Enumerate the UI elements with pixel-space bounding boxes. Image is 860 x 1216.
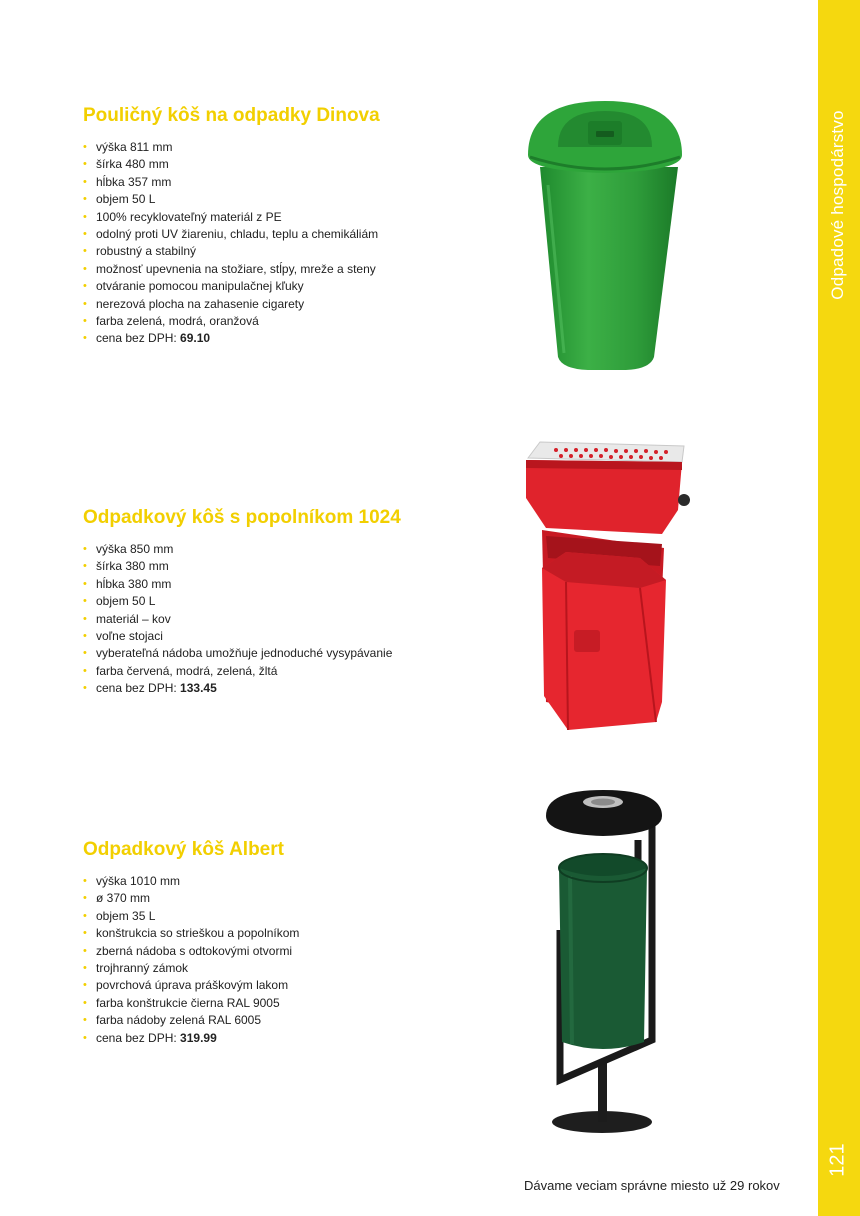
spec-item: • výška 1010 mm bbox=[83, 873, 483, 890]
spec-item: • vyberateľná nádoba umožňuje jednoduché vysypávanie bbox=[83, 645, 483, 662]
product-title: Odpadkový kôš Albert bbox=[83, 839, 284, 860]
spec-list bbox=[83, 873, 483, 1047]
spec-item: • hĺbka 357 mm bbox=[83, 174, 483, 191]
product-albert bbox=[83, 839, 483, 1047]
footer-slogan: Dávame veciam správne miesto už 29 rokov bbox=[524, 1178, 780, 1193]
spec-item: • nerezová plocha na zahasenie cigarety bbox=[83, 296, 483, 313]
albert-bin-image bbox=[540, 780, 672, 1140]
product-1024 bbox=[83, 507, 483, 698]
price-label: cena bez DPH: bbox=[96, 331, 181, 346]
red-bin-with-ashtray-image bbox=[516, 440, 694, 740]
spec-item: • povrchová úprava práškovým lakom bbox=[83, 977, 483, 994]
section-title: Odpadové hospodárstvo bbox=[828, 110, 847, 300]
spec-item: • farba zelená, modrá, oranžová bbox=[83, 313, 483, 330]
spec-item: • objem 50 L bbox=[83, 191, 483, 208]
price-value: 69.10 bbox=[180, 331, 211, 346]
price-value: 319.99 bbox=[180, 1030, 217, 1045]
page-number: 121 bbox=[826, 1143, 849, 1177]
spec-item: • zberná nádoba s odtokovými otvormi bbox=[83, 943, 483, 960]
spec-item: • ø 370 mm bbox=[83, 890, 483, 907]
spec-item: • výška 811 mm bbox=[83, 139, 483, 156]
spec-item: • objem 35 L bbox=[83, 908, 483, 925]
price-value: 133.45 bbox=[180, 681, 217, 696]
price-item bbox=[83, 330, 483, 347]
spec-item: • možnosť upevnenia na stožiare, stĺpy, mreže a steny bbox=[83, 261, 483, 278]
spec-item: • objem 50 L bbox=[83, 593, 483, 610]
spec-item: • farba červená, modrá, zelená, žltá bbox=[83, 663, 483, 680]
price-item bbox=[83, 680, 483, 697]
spec-item: • hĺbka 380 mm bbox=[83, 576, 483, 593]
spec-list bbox=[83, 139, 483, 348]
spec-item: • otváranie pomocou manipulačnej kľuky bbox=[83, 278, 483, 295]
spec-item: • voľne stojaci bbox=[83, 628, 483, 645]
spec-item: • materiál – kov bbox=[83, 611, 483, 628]
spec-item: • trojhranný zámok bbox=[83, 960, 483, 977]
spec-item: • odolný proti UV žiareniu, chladu, teplu a chemikáliám bbox=[83, 226, 483, 243]
price-item bbox=[83, 1030, 483, 1047]
spec-item: • robustný a stabilný bbox=[83, 243, 483, 260]
spec-item: • šírka 480 mm bbox=[83, 156, 483, 173]
green-dome-bin-image bbox=[518, 95, 692, 377]
product-title: Pouličný kôš na odpadky Dinova bbox=[83, 105, 380, 126]
spec-item: • 100% recyklovateľný materiál z PE bbox=[83, 209, 483, 226]
spec-item: • konštrukcia so strieškou a popolníkom bbox=[83, 925, 483, 942]
spec-item: • výška 850 mm bbox=[83, 541, 483, 558]
spec-item: • farba nádoby zelená RAL 6005 bbox=[83, 1012, 483, 1029]
price-label: cena bez DPH: bbox=[96, 681, 181, 696]
spec-item: • šírka 380 mm bbox=[83, 558, 483, 575]
price-label: cena bez DPH: bbox=[96, 1030, 181, 1045]
spec-list bbox=[83, 541, 483, 698]
product-title: Odpadkový kôš s popolníkom 1024 bbox=[83, 507, 401, 528]
spec-item: • farba konštrukcie čierna RAL 9005 bbox=[83, 995, 483, 1012]
product-dinova bbox=[83, 105, 483, 348]
